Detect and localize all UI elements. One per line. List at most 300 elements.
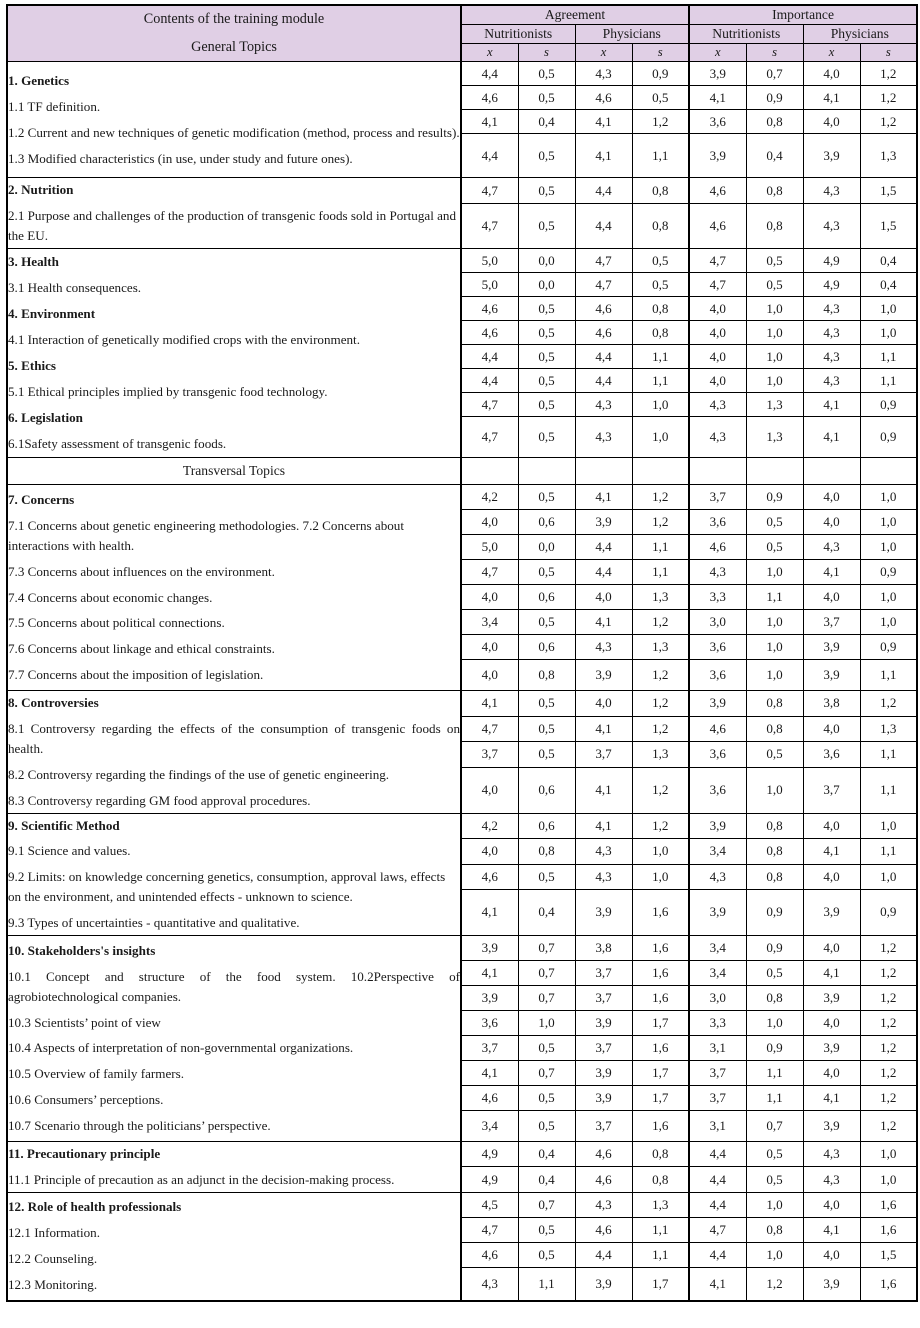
value-cell: 4,1 [575,134,632,178]
value-cell-empty [461,458,518,485]
value-cell: 1,0 [860,1141,917,1166]
value-cell: 0,7 [518,1192,575,1217]
value-cell: 1,2 [860,1085,917,1110]
value-cell: 1,6 [632,1110,689,1141]
section-label-cell [7,1192,461,1301]
value-cell: 4,4 [461,62,518,86]
section-label-cell [7,178,461,249]
value-cell: 4,4 [689,1167,746,1192]
value-cell: 0,5 [632,86,689,110]
subtopic-label: 3.1 Health consequences. [8,280,142,296]
value-cell: 4,0 [803,716,860,742]
value-cell: 0,9 [860,890,917,936]
value-cell: 1,0 [746,660,803,691]
value-cell: 0,8 [746,203,803,248]
value-cell: 0,8 [746,110,803,134]
value-cell: 3,3 [689,1010,746,1035]
topic-heading: 6. Legislation [8,409,83,425]
value-cell: 1,2 [860,62,917,86]
value-cell-empty [689,458,746,485]
subtopic-label: 10.5 Overview of family farmers. [8,1066,184,1082]
value-cell: 3,9 [575,1060,632,1085]
value-cell: 3,0 [689,985,746,1010]
value-cell: 1,2 [632,767,689,813]
value-cell: 1,2 [632,716,689,742]
value-cell: 3,9 [803,1035,860,1060]
value-cell: 1,2 [632,485,689,510]
header-stat-mean-agreement-physicians: x [575,44,632,62]
value-cell: 4,7 [461,393,518,417]
table-header [7,5,917,62]
value-cell: 4,6 [575,321,632,345]
value-cell: 3,4 [461,1110,518,1141]
value-cell: 1,2 [632,110,689,134]
value-cell: 4,4 [575,203,632,248]
value-cell: 0,5 [518,62,575,86]
value-cell: 0,4 [860,249,917,273]
subtopic-label: 7.1 Concerns about genetic engineering methodologies. 7.2 Concerns about interactions with health. [8,517,404,553]
value-cell: 1,3 [632,1192,689,1217]
value-cell: 3,7 [689,485,746,510]
topic-heading: 3. Health [8,254,59,270]
subtopic-label: 1.2 Current and new techniques of genetic modification (method, process and results). [8,124,460,140]
value-cell: 1,1 [632,1242,689,1267]
value-cell: 0,5 [746,960,803,985]
value-cell: 0,5 [746,273,803,297]
value-cell: 0,5 [518,485,575,510]
value-cell: 0,6 [518,767,575,813]
value-cell: 1,6 [860,1192,917,1217]
value-cell: 1,1 [746,1085,803,1110]
value-cell: 1,2 [860,1035,917,1060]
header-group-importance: Importance [689,5,917,25]
value-cell: 0,5 [746,1141,803,1166]
value-cell: 3,7 [461,742,518,768]
value-cell: 4,4 [575,178,632,203]
value-cell: 0,5 [518,1242,575,1267]
value-cell: 1,6 [632,960,689,985]
value-cell: 1,0 [632,393,689,417]
value-cell: 1,6 [860,1267,917,1301]
table-row [7,813,917,839]
value-cell: 1,3 [860,716,917,742]
value-cell: 4,7 [689,273,746,297]
value-cell: 4,4 [575,345,632,369]
value-cell: 3,4 [689,960,746,985]
value-cell: 0,4 [860,273,917,297]
value-cell: 3,9 [803,1267,860,1301]
subtopic-label: 8.3 Controversy regarding GM food approval procedures. [8,792,311,808]
value-cell: 4,9 [461,1167,518,1192]
subtopic-label: 10.7 Scenario through the politicians’ perspective. [8,1118,271,1134]
table-row [7,249,917,273]
value-cell: 0,5 [632,249,689,273]
value-cell: 1,1 [860,767,917,813]
value-cell: 1,2 [632,813,689,839]
subtopic-label: 9.3 Types of uncertainties - quantitative and qualitative. [8,915,300,931]
value-cell: 4,6 [689,716,746,742]
value-cell: 0,5 [746,742,803,768]
value-cell: 3,9 [803,660,860,691]
value-cell: 1,6 [632,890,689,936]
value-cell: 4,3 [803,535,860,560]
value-cell: 0,9 [746,935,803,960]
value-cell: 3,7 [461,1035,518,1060]
value-cell: 4,2 [461,813,518,839]
value-cell: 0,8 [632,1141,689,1166]
value-cell: 3,9 [689,134,746,178]
subtopic-label: 1.1 TF definition. [8,98,101,114]
value-cell: 4,4 [575,560,632,585]
topic-heading: 9. Scientific Method [8,817,120,833]
value-cell: 0,5 [518,297,575,321]
value-cell: 4,7 [461,716,518,742]
header-row-groups [7,5,917,25]
value-cell: 4,0 [575,585,632,610]
section-label-cell [7,249,461,458]
value-cell: 1,6 [632,935,689,960]
value-cell: 3,7 [575,960,632,985]
value-cell: 4,4 [575,535,632,560]
value-cell: 4,4 [689,1141,746,1166]
subtopic-label: 10.4 Aspects of interpretation of non-governmental organizations. [8,1040,354,1056]
value-cell: 4,6 [461,86,518,110]
value-cell: 4,1 [575,110,632,134]
value-cell: 1,2 [860,960,917,985]
value-cell: 3,9 [689,691,746,717]
value-cell: 4,1 [575,813,632,839]
value-cell: 4,3 [689,417,746,458]
value-cell: 1,0 [860,1167,917,1192]
value-cell: 0,5 [518,203,575,248]
value-cell: 3,6 [803,742,860,768]
value-cell: 1,3 [746,417,803,458]
value-cell: 4,0 [689,321,746,345]
header-title-line1: Contents of the training module [143,11,325,27]
table-row [7,178,917,203]
value-cell: 4,1 [461,691,518,717]
value-cell: 1,0 [860,485,917,510]
header-contents-title [7,5,461,62]
value-cell: 4,1 [689,1267,746,1301]
value-cell: 4,3 [803,297,860,321]
value-cell: 0,8 [746,864,803,890]
header-stat-sd-importance-nutritionists: s [746,44,803,62]
subtopic-label: 8.2 Controversy regarding the findings of the use of genetic engineering. [8,766,390,782]
value-cell: 3,7 [575,1035,632,1060]
value-cell: 0,9 [746,86,803,110]
value-cell: 4,6 [461,1085,518,1110]
topic-heading: 1. Genetics [8,73,70,89]
value-cell: 0,8 [518,839,575,865]
value-cell: 0,5 [518,417,575,458]
value-cell: 1,1 [632,560,689,585]
value-cell: 3,7 [575,985,632,1010]
value-cell: 1,2 [860,1110,917,1141]
header-stat-mean-importance-nutritionists: x [689,44,746,62]
section-label-cell [7,691,461,813]
value-cell: 0,5 [518,369,575,393]
value-cell: 0,5 [518,1217,575,1242]
value-cell: 4,0 [803,62,860,86]
value-cell: 1,0 [860,610,917,635]
header-stat-sd-agreement-nutritionists: s [518,44,575,62]
value-cell: 1,1 [518,1267,575,1301]
value-cell: 1,7 [632,1267,689,1301]
value-cell: 1,0 [860,813,917,839]
value-cell: 4,0 [461,635,518,660]
value-cell: 4,0 [803,485,860,510]
value-cell: 1,1 [632,345,689,369]
value-cell-empty [632,458,689,485]
value-cell: 1,1 [860,660,917,691]
value-cell: 3,9 [575,660,632,691]
value-cell: 4,0 [689,297,746,321]
section-label-cell [7,485,461,691]
value-cell: 1,2 [860,86,917,110]
topic-heading: 2. Nutrition [8,182,74,198]
value-cell: 1,1 [632,1217,689,1242]
value-cell: 4,0 [803,1242,860,1267]
table-body [7,62,917,1301]
value-cell: 4,7 [461,560,518,585]
subtopic-label: 10.1 Concept and structure of the food system. 10.2Perspective of agrobiotechnological companies. [8,968,460,1004]
value-cell: 0,4 [518,890,575,936]
value-cell: 4,3 [575,417,632,458]
value-cell: 4,1 [461,960,518,985]
value-cell: 1,1 [860,839,917,865]
value-cell: 4,6 [689,178,746,203]
value-cell: 3,6 [689,635,746,660]
value-cell: 4,1 [689,86,746,110]
value-cell: 4,7 [461,178,518,203]
value-cell: 0,7 [518,935,575,960]
value-cell: 0,5 [746,510,803,535]
value-cell: 1,2 [746,1267,803,1301]
value-cell: 4,7 [689,249,746,273]
topic-heading: 5. Ethics [8,358,57,374]
value-cell: 0,8 [632,321,689,345]
value-cell: 3,6 [689,660,746,691]
value-cell: 1,1 [746,1060,803,1085]
value-cell-empty [575,458,632,485]
value-cell: 0,9 [746,1035,803,1060]
value-cell: 4,4 [461,134,518,178]
value-cell: 0,5 [518,134,575,178]
value-cell: 4,0 [461,839,518,865]
header-sub-agreement-nutritionists: Nutritionists [461,25,575,44]
value-cell: 4,3 [575,1192,632,1217]
value-cell: 0,9 [746,890,803,936]
value-cell: 1,1 [860,369,917,393]
header-stat-mean-importance-physicians: x [803,44,860,62]
value-cell: 4,1 [803,839,860,865]
value-cell: 4,3 [803,178,860,203]
value-cell: 4,6 [461,297,518,321]
subtopic-label: 12.2 Counseling. [8,1251,98,1267]
value-cell: 0,5 [518,560,575,585]
value-cell: 0,5 [518,716,575,742]
value-cell: 1,3 [632,742,689,768]
value-cell: 0,5 [518,393,575,417]
value-cell: 0,5 [518,691,575,717]
value-cell: 4,4 [575,1242,632,1267]
value-cell: 4,6 [575,1167,632,1192]
subtopic-label: 7.3 Concerns about influences on the environment. [8,563,275,579]
subtopic-label: 7.4 Concerns about economic changes. [8,589,213,605]
value-cell: 0,8 [746,691,803,717]
subtopic-label: 11.1 Principle of precaution as an adjunct in the decision-making process. [8,1171,395,1187]
value-cell: 0,5 [746,249,803,273]
value-cell: 1,1 [860,742,917,768]
value-cell: 4,1 [575,767,632,813]
value-cell: 1,2 [860,691,917,717]
subtopic-label: 10.3 Scientists’ point of view [8,1014,161,1030]
value-cell: 0,5 [518,1085,575,1110]
value-cell: 4,0 [803,1060,860,1085]
value-cell: 3,0 [689,610,746,635]
value-cell: 4,2 [461,485,518,510]
value-cell: 0,0 [518,249,575,273]
value-cell: 3,4 [461,610,518,635]
value-cell: 0,7 [746,62,803,86]
header-sub-agreement-physicians: Physicians [575,25,689,44]
value-cell: 3,9 [575,890,632,936]
value-cell: 5,0 [461,249,518,273]
value-cell: 0,9 [860,560,917,585]
value-cell: 4,6 [461,321,518,345]
value-cell: 4,0 [689,369,746,393]
value-cell: 0,5 [518,1035,575,1060]
value-cell: 4,1 [575,485,632,510]
value-cell: 3,9 [803,985,860,1010]
value-cell: 0,9 [860,393,917,417]
value-cell: 4,0 [803,1010,860,1035]
value-cell: 4,0 [689,345,746,369]
training-module-results-table [6,4,918,1302]
value-cell: 0,9 [860,635,917,660]
value-cell: 4,6 [689,535,746,560]
value-cell: 0,5 [518,742,575,768]
value-cell: 4,3 [803,345,860,369]
value-cell: 3,9 [575,510,632,535]
value-cell: 4,4 [461,369,518,393]
value-cell: 0,6 [518,635,575,660]
value-cell: 3,6 [461,1010,518,1035]
value-cell: 4,0 [803,864,860,890]
value-cell: 1,0 [746,297,803,321]
header-stat-sd-agreement-physicians: s [632,44,689,62]
value-cell: 4,4 [689,1242,746,1267]
value-cell: 3,6 [689,110,746,134]
value-cell: 0,6 [518,510,575,535]
value-cell: 0,8 [632,1167,689,1192]
transversal-topics-label: Transversal Topics [7,458,461,485]
value-cell: 1,7 [632,1060,689,1085]
value-cell: 3,9 [461,935,518,960]
value-cell: 1,1 [632,369,689,393]
value-cell: 4,7 [689,1217,746,1242]
value-cell: 1,2 [632,691,689,717]
value-cell: 0,8 [746,839,803,865]
subtopic-label: 7.5 Concerns about political connections. [8,615,225,631]
value-cell-empty [746,458,803,485]
value-cell: 4,3 [803,321,860,345]
value-cell: 4,0 [461,767,518,813]
value-cell: 4,3 [803,203,860,248]
value-cell: 1,1 [746,585,803,610]
value-cell: 0,9 [746,485,803,510]
value-cell: 5,0 [461,535,518,560]
value-cell: 4,3 [461,1267,518,1301]
value-cell: 1,0 [632,839,689,865]
value-cell: 4,1 [461,110,518,134]
value-cell: 4,1 [461,890,518,936]
value-cell: 1,0 [860,510,917,535]
value-cell: 0,5 [746,1167,803,1192]
value-cell: 1,2 [860,1060,917,1085]
value-cell: 3,7 [689,1085,746,1110]
value-cell: 1,2 [860,935,917,960]
value-cell: 1,3 [632,585,689,610]
value-cell: 1,0 [746,345,803,369]
value-cell: 0,0 [518,535,575,560]
value-cell: 3,4 [689,935,746,960]
value-cell: 4,0 [803,935,860,960]
value-cell: 0,4 [518,1167,575,1192]
value-cell: 4,6 [575,297,632,321]
value-cell: 4,4 [461,345,518,369]
value-cell: 4,9 [461,1141,518,1166]
table-row [7,691,917,717]
value-cell: 3,7 [575,742,632,768]
header-stat-sd-importance-physicians: s [860,44,917,62]
value-cell: 4,3 [803,369,860,393]
value-cell: 4,9 [803,273,860,297]
value-cell: 1,0 [860,297,917,321]
value-cell: 4,6 [575,1141,632,1166]
value-cell: 1,5 [860,178,917,203]
value-cell: 1,6 [632,1035,689,1060]
value-cell: 1,0 [746,1192,803,1217]
value-cell: 3,7 [575,1110,632,1141]
subtopic-label: 7.6 Concerns about linkage and ethical constraints. [8,641,275,657]
value-cell: 3,7 [689,1060,746,1085]
value-cell: 0,5 [518,321,575,345]
value-cell: 4,3 [575,393,632,417]
subtopic-label: 1.3 Modified characteristics (in use, under study and future ones). [8,150,353,166]
value-cell: 4,5 [461,1192,518,1217]
value-cell: 0,7 [518,960,575,985]
transversal-topics-divider-row [7,458,917,485]
value-cell: 0,8 [632,203,689,248]
subtopic-label: 8.1 Controversy regarding the effects of the consumption of transgenic foods on health. [8,720,460,756]
value-cell: 0,8 [632,297,689,321]
value-cell: 1,3 [632,635,689,660]
value-cell: 3,6 [689,742,746,768]
topic-heading: 12. Role of health professionals [8,1199,182,1215]
value-cell: 1,6 [632,985,689,1010]
value-cell: 0,6 [518,813,575,839]
value-cell: 4,6 [575,1217,632,1242]
value-cell: 4,3 [575,864,632,890]
value-cell: 4,1 [803,560,860,585]
value-cell: 1,0 [860,864,917,890]
value-cell: 4,6 [575,86,632,110]
value-cell: 1,7 [632,1085,689,1110]
subtopic-label: 2.1 Purpose and challenges of the production of transgenic foods sold in Portugal and the EU. [8,208,457,244]
value-cell: 3,9 [575,1267,632,1301]
